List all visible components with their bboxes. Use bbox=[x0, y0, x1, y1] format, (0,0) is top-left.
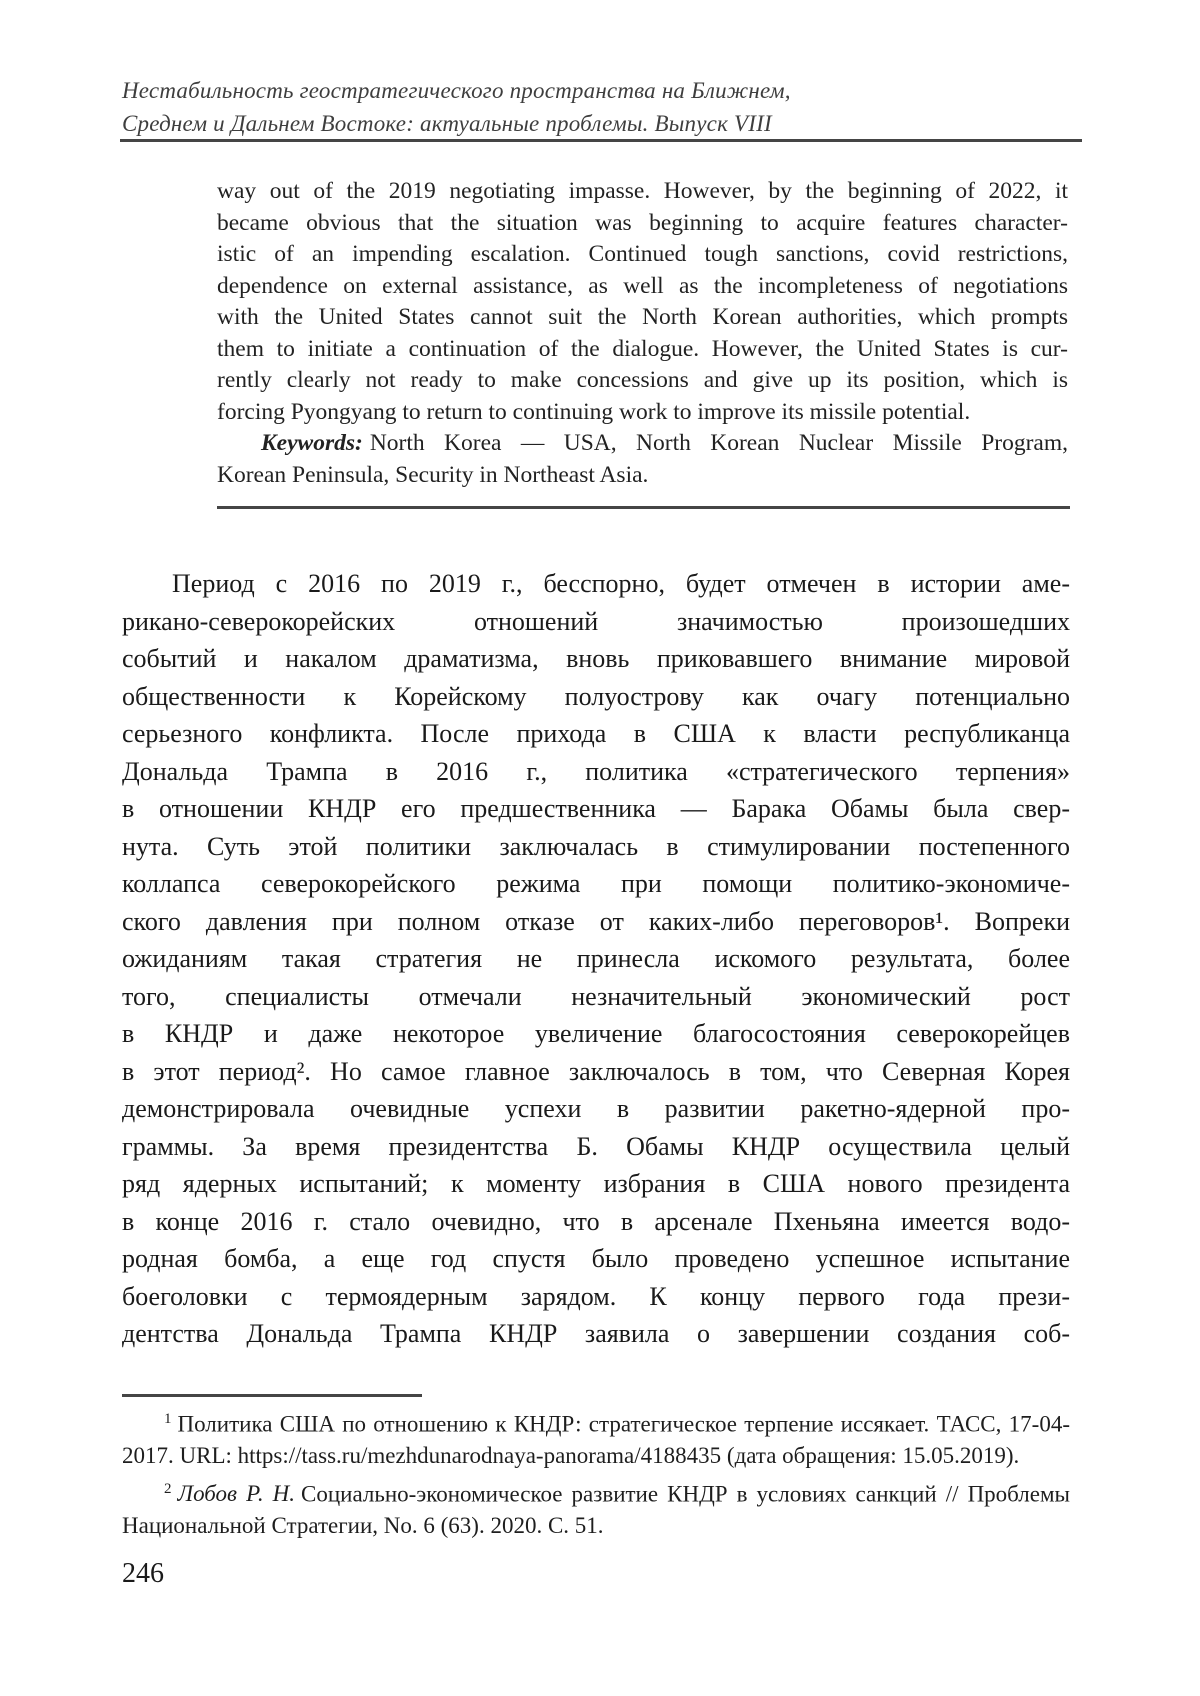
keywords-label: Keywords: bbox=[261, 430, 363, 456]
text-line: боеголовки с термоядерным зарядом. К концу первого года прези- bbox=[122, 1281, 1070, 1311]
footnote-2-marker: 2 bbox=[164, 1480, 172, 1497]
page-number: 246 bbox=[122, 1558, 164, 1589]
text-line: forcing Pyongyang to return to continuing work to improve its missile potential. bbox=[217, 398, 971, 425]
running-head bbox=[122, 74, 1082, 140]
main-text bbox=[122, 565, 1070, 1353]
text-line: того, специалисты отмечали незначительный экономический рост bbox=[122, 981, 1070, 1011]
keywords-text: North Korea — USA, North Korean Nuclear Missile Program, bbox=[369, 430, 1068, 456]
text-line: граммы. За время президентства Б. Обамы КНДР осуществила целый bbox=[122, 1131, 1070, 1161]
text-line: way out of the 2019 negotiating impasse. However, by the beginning of 2022, it bbox=[217, 178, 1068, 204]
footnote-1-text: Политика США по отношению к КНДР: стратегическое терпение иссякает. ТАСС, 17-04-2017. URL: https://tass.ru/mezhdunarodnaya-panorama/4188435 (дата обращения: 15.05.2019). bbox=[122, 1411, 1070, 1469]
abstract-block bbox=[217, 176, 1068, 491]
text-line: ского давления при полном отказе от каких-либо переговоров¹. Вопреки bbox=[122, 906, 1070, 936]
abstract-rule bbox=[217, 506, 1070, 509]
running-head-line-1: Нестабильность геостратегического пространства на Ближнем, bbox=[122, 78, 791, 103]
text-line: в этот период². Но самое главное заключалось в том, что Северная Корея bbox=[122, 1056, 1070, 1086]
footnote-2-text: Социально-экономическое развитие КНДР в условиях санкций // Проблемы Национальной Стратегии, No. 6 (63). 2020. С. 51. bbox=[122, 1481, 1070, 1538]
keywords-line bbox=[217, 428, 1068, 460]
footnote-rule bbox=[122, 1394, 422, 1397]
text-line: коллапса северокорейского режима при помощи политико-экономиче- bbox=[122, 869, 1070, 898]
text-line: with the United States cannot suit the North Korean authorities, which prompts bbox=[217, 304, 1068, 330]
text-line: нута. Суть этой политики заключалась в стимулировании постепенного bbox=[122, 831, 1070, 861]
text-line: dependence on external assistance, as well as the incompleteness of negotiations bbox=[217, 272, 1068, 299]
text-line: общественности к Корейскому полуострову как очагу потенциально bbox=[122, 681, 1070, 711]
text-line: в отношении КНДР его предшественника — Барака Обамы была свер- bbox=[122, 794, 1070, 823]
text-line: rently clearly not ready to make concessions and give up its position, which is bbox=[217, 367, 1068, 393]
text-line: them to initiate a continuation of the dialogue. However, the United States is cur- bbox=[217, 335, 1068, 362]
footnote-2 bbox=[122, 1474, 1070, 1542]
text-line: в конце 2016 г. стало очевидно, что в арсенале Пхеньяна имеется водо- bbox=[122, 1206, 1070, 1236]
text-line: ряд ядерных испытаний; к моменту избрания в США нового президента bbox=[122, 1169, 1070, 1198]
text-line: событий и накалом драматизма, вновь приковавшего внимание мировой bbox=[122, 644, 1070, 673]
text-line: Дональда Трампа в 2016 г., политика «стратегического терпения» bbox=[122, 756, 1070, 786]
header-rule bbox=[120, 139, 1082, 142]
footnote-1-marker: 1 bbox=[164, 1411, 172, 1427]
text-line: became obvious that the situation was beginning to acquire features character- bbox=[217, 209, 1068, 236]
text-line: родная бомба, а еще год спустя было проведено успешное испытание bbox=[122, 1244, 1070, 1273]
footnotes-block bbox=[122, 1404, 1070, 1543]
text-line: ожиданиям такая стратегия не принесла искомого результата, более bbox=[122, 944, 1070, 973]
text-line: дентства Дональда Трампа КНДР заявила о завершении создания соб- bbox=[122, 1319, 1070, 1348]
running-head-line-2: Среднем и Дальнем Востоке: актуальные проблемы. Выпуск VIII bbox=[122, 111, 772, 136]
abstract-lines bbox=[217, 176, 1068, 428]
footnote-1 bbox=[122, 1404, 1070, 1472]
text-line: в КНДР и даже некоторое увеличение благосостояния северокорейцев bbox=[122, 1019, 1070, 1048]
text-line: istic of an impending escalation. Continued tough sanctions, covid restrictions, bbox=[217, 241, 1068, 267]
text-line: серьезного конфликта. После прихода в США к власти республиканца bbox=[122, 719, 1070, 748]
text-line: Период с 2016 по 2019 г., бесспорно, будет отмечен в истории аме- bbox=[172, 569, 1070, 598]
footnote-2-author: Лобов Р. Н. bbox=[177, 1481, 296, 1507]
keywords-line-2: Korean Peninsula, Security in Northeast Asia. bbox=[217, 461, 649, 488]
text-line: демонстрировала очевидные успехи в развитии ракетно-ядерной про- bbox=[122, 1094, 1070, 1123]
text-line: рикано-северокорейских отношений значимостью произошедших bbox=[122, 606, 1070, 636]
